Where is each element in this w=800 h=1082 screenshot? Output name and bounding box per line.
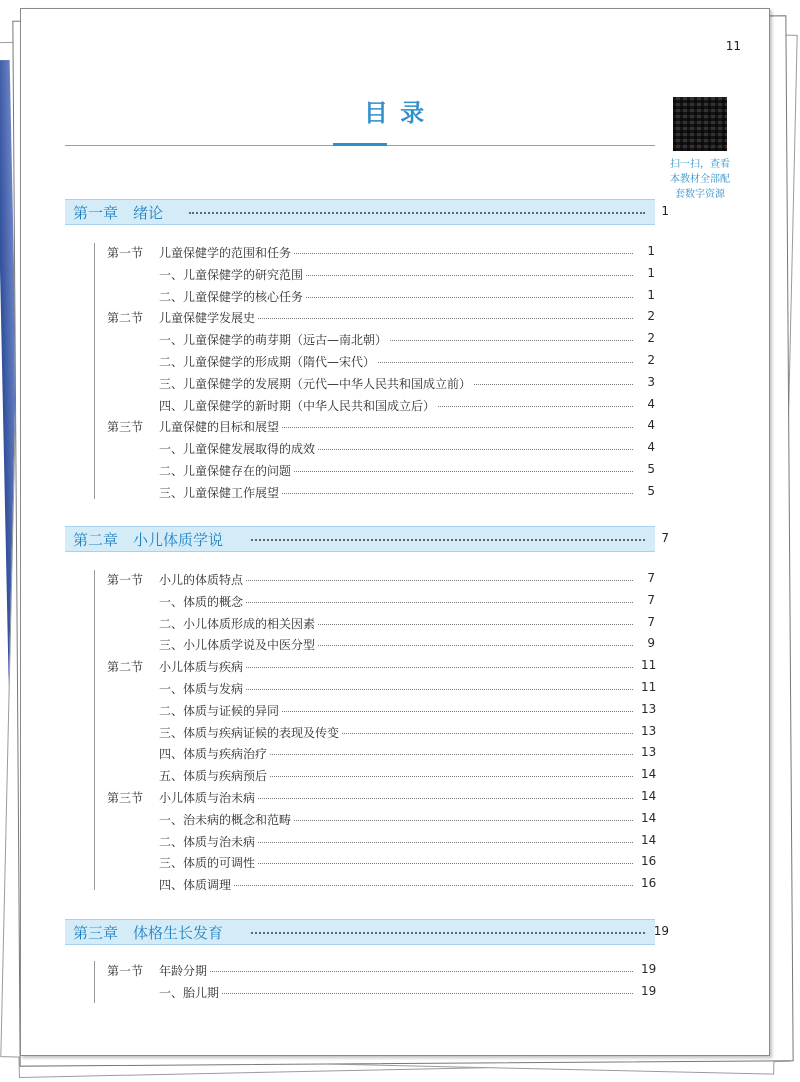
entry-page: 19: [641, 962, 657, 976]
entry-title: 儿童保健的目标和展望: [159, 418, 282, 435]
subsection-entry[interactable]: [107, 353, 655, 371]
subsection-entry[interactable]: [107, 811, 655, 829]
chapter-bracket-line: [94, 570, 95, 890]
entry-title: 儿童保健学发展史: [159, 309, 258, 326]
entry-page: 4: [647, 440, 655, 455]
subsection-entry[interactable]: [107, 984, 655, 1002]
entry-title: 小儿体质与疾病: [159, 658, 246, 675]
entry-page: 3: [647, 374, 655, 389]
entry-title: 二、体质与证候的异同: [159, 702, 282, 719]
entry-page: 5: [647, 483, 655, 498]
subsection-entry[interactable]: [107, 375, 655, 393]
entry-title: 二、体质与治未病: [159, 833, 258, 850]
subsection-entry[interactable]: [107, 702, 655, 720]
entry-page: 1: [647, 265, 655, 280]
leader-dots: [189, 212, 645, 214]
entry-title: 小儿体质与治未病: [159, 789, 258, 806]
entry-page: 7: [647, 614, 655, 629]
page-title: 目 录: [363, 99, 427, 127]
chapter-row[interactable]: [65, 919, 669, 945]
entry-title: 二、儿童保健存在的问题: [159, 462, 294, 479]
subsection-entry[interactable]: [107, 745, 655, 763]
entry-page: 11: [641, 680, 657, 694]
leader-dots: [199, 318, 633, 319]
leader-dots: [199, 689, 633, 690]
page-number: 11: [725, 39, 741, 53]
subsection-entry[interactable]: [107, 288, 655, 306]
subsection-entry[interactable]: [107, 593, 655, 611]
chapter-page: 7: [661, 531, 669, 545]
section-number: 第二节: [107, 660, 144, 675]
subsection-entry[interactable]: [107, 266, 655, 284]
entry-title: 二、儿童保健学的形成期（隋代—宋代）: [159, 353, 378, 370]
subsection-entry[interactable]: [107, 484, 655, 502]
entry-page: 1: [647, 287, 655, 302]
chapter-page: 1: [661, 204, 669, 218]
section-number: 第一节: [107, 246, 144, 260]
leader-dots: [199, 602, 633, 603]
entry-page: 4: [647, 396, 655, 411]
entry-page: 14: [641, 789, 657, 803]
section-number: 第一节: [107, 964, 144, 978]
entry-page: 2: [647, 309, 655, 324]
entry-title: 五、体质与疾病预后: [159, 767, 270, 784]
leader-dots: [251, 539, 645, 541]
section-entry[interactable]: [107, 244, 655, 262]
entry-page: 13: [641, 745, 657, 760]
entry-page: 13: [641, 723, 657, 738]
chapter-label: 第三章 体格生长发育: [73, 924, 224, 942]
leader-dots: [199, 993, 633, 994]
leader-dots: [199, 863, 633, 864]
entry-page: 7: [647, 592, 655, 607]
subsection-entry[interactable]: [107, 680, 655, 698]
section-entry[interactable]: [107, 658, 655, 676]
subsection-entry[interactable]: [107, 724, 655, 742]
subsection-entry[interactable]: [107, 876, 655, 894]
entry-title: 年龄分期: [159, 962, 210, 979]
leader-dots: [199, 667, 633, 668]
entry-page: 19: [641, 983, 657, 998]
subsection-entry[interactable]: [107, 440, 655, 458]
chapter-label: 第一章 绪论: [73, 204, 164, 222]
section-number: 第一节: [107, 573, 144, 587]
subsection-entry[interactable]: [107, 397, 655, 415]
chapter-row[interactable]: [65, 199, 669, 225]
entry-title: 三、儿童保健工作展望: [159, 484, 282, 501]
entry-title: 一、体质的概念: [159, 593, 246, 610]
chapter-page: 19: [653, 924, 669, 938]
subsection-entry[interactable]: [107, 331, 655, 349]
entry-title: 小儿的体质特点: [159, 571, 246, 588]
entry-page: 13: [641, 701, 657, 716]
entry-page: 7: [647, 571, 655, 585]
chapter-row[interactable]: [65, 526, 669, 552]
subsection-entry[interactable]: [107, 615, 655, 633]
entry-page: 11: [641, 658, 657, 673]
qr-caption: 扫一扫，查看本教材全部配套数字资源: [670, 159, 730, 200]
entry-page: 4: [647, 418, 655, 433]
entry-page: 14: [641, 767, 657, 782]
subsection-entry[interactable]: [107, 636, 655, 654]
entry-title: 一、胎儿期: [159, 984, 222, 1001]
section-number: 第三节: [107, 791, 144, 805]
section-entry[interactable]: [107, 962, 655, 980]
entry-page: 2: [647, 353, 655, 367]
entry-title: 四、体质调理: [159, 876, 234, 893]
entry-title: 四、体质与疾病治疗: [159, 745, 270, 762]
section-entry[interactable]: [107, 571, 655, 589]
entry-title: 一、儿童保健学的研究范围: [159, 266, 306, 283]
toc-page: [20, 8, 770, 1056]
section-number: 第三节: [107, 420, 144, 435]
leader-dots: [251, 932, 645, 934]
entry-page: 14: [641, 810, 657, 825]
title-accent-bar: [333, 143, 387, 146]
entry-title: 一、治未病的概念和范畴: [159, 811, 294, 828]
entry-title: 一、体质与发病: [159, 680, 246, 697]
leader-dots: [199, 580, 633, 581]
leader-dots: [199, 971, 633, 972]
chapter-bracket-line: [94, 961, 95, 1003]
entry-title: 儿童保健学的范围和任务: [159, 244, 294, 261]
entry-title: 三、体质与疾病证候的表现及传变: [159, 724, 342, 741]
entry-title: 三、小儿体质学说及中医分型: [159, 636, 318, 653]
subsection-entry[interactable]: [107, 833, 655, 851]
entry-page: 1: [647, 244, 655, 258]
entry-page: 16: [641, 854, 657, 869]
entry-page: 2: [647, 331, 655, 346]
section-entry[interactable]: [107, 418, 655, 436]
entry-title: 二、小儿体质形成的相关因素: [159, 615, 318, 632]
entry-page: 9: [647, 636, 655, 651]
chapter-bracket-line: [94, 243, 95, 499]
section-number: 第二节: [107, 311, 144, 326]
leader-dots: [199, 842, 633, 843]
section-entry[interactable]: [107, 309, 655, 327]
entry-page: 14: [641, 832, 657, 847]
subsection-entry[interactable]: [107, 462, 655, 480]
section-entry[interactable]: [107, 789, 655, 807]
leader-dots: [199, 885, 633, 886]
entry-title: 一、儿童保健学的萌芽期（远古—南北朝）: [159, 331, 390, 348]
entry-title: 三、体质的可调性: [159, 854, 258, 871]
chapter-label: 第二章 小儿体质学说: [73, 531, 224, 549]
subsection-entry[interactable]: [107, 767, 655, 785]
entry-title: 四、儿童保健学的新时期（中华人民共和国成立后）: [159, 397, 438, 414]
entry-title: 一、儿童保健发展取得的成效: [159, 440, 318, 457]
leader-dots: [199, 798, 633, 799]
subsection-entry[interactable]: [107, 854, 655, 872]
entry-page: 16: [641, 876, 657, 891]
entry-title: 二、儿童保健学的核心任务: [159, 288, 306, 305]
qr-code-image[interactable]: [673, 97, 727, 151]
entry-page: 5: [647, 462, 655, 476]
entry-title: 三、儿童保健学的发展期（元代—中华人民共和国成立前）: [159, 375, 474, 392]
